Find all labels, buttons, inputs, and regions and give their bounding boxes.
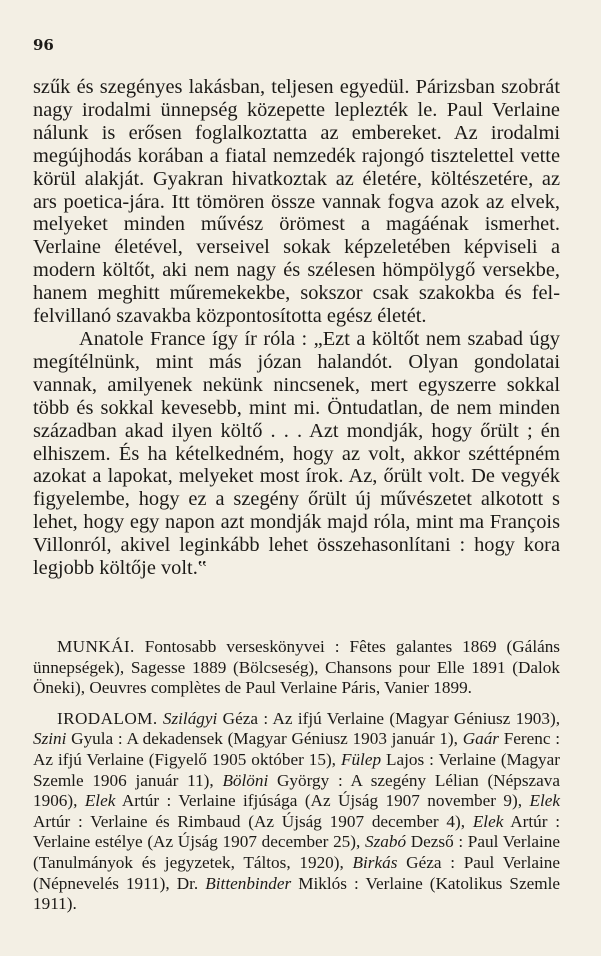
literature-author: Szilágyi — [162, 708, 218, 728]
literature-citation: Ferenc : Az ifjú Verlaine (Figyelő 1905 október 15), — [33, 729, 560, 769]
literature-author: Szabó — [364, 832, 407, 852]
literature-label: IRODALOM. — [57, 708, 158, 728]
literature-citation: Géza : Az ifjú Verlaine (Magyar Géniusz 1903), — [217, 708, 561, 728]
works-note — [33, 637, 560, 699]
literature-author: Elek — [472, 811, 504, 831]
literature-author: Bittenbinder — [205, 873, 292, 893]
paragraph-quote: Anatole France így ír róla : „Ezt a költőt nem szabad úgy megítélnünk, mint más józan halandót. Olyan gondolatai vannak, amilyenek nekünk nincsenek, mert egyszerre sokkal több és sokkal kevesebb, mint mi. Öntudatlan, de nem minden században akad ilyen költő . . . Azt mondják, hogy őrült ; én elhiszem. És ha kételkedném, hogy az volt, akkor széttépném azokat a lapokat, melyeket most írok. Az, őrült volt. De vegyék figyelembe, hogy ez a szegény őrült új művészetet alkotott s lehet, hogy egy napon azt mondják majd róla, mint ma François Villonról, akivel leginkább lehet összehasonlítani : hogy kora legjobb költője volt.‟ — [33, 327, 560, 580]
literature-citation: Lajos : Verlaine (Magyar Szemle 1906 január 11), — [33, 749, 560, 790]
page-number: 96 — [33, 36, 54, 54]
literature-author: Birkás — [352, 852, 398, 872]
literature-note — [33, 709, 560, 915]
paragraph: szűk és szegényes lakásban, teljesen egyedül. Párizsban szobrát nagy irodalmi ünnepség közepette leplezték le. Paul Verlaine nálunk is erősen foglalkoztatta az embereket. Az irodalmi megújhodás korában a fiatal nemzedék rajongó tisztelettel vette körül alakját. Gyakran hivatkoztak az életére, költészetére, az ars poetica-jára. Itt tömören össze vannak fogva azok az elvek, melyeket minden művész örömest a magáénak ismerhet. Verlaine életével, verseivel sokak képzeletében képviseli a modern költőt, aki nem nagy és szélesen hömpölygő versekbe, hanem meghitt műremekekbe, sokszor csak szakokba és fel-felvillanó szavakba központosította egész életét. — [33, 76, 560, 328]
main-text — [33, 76, 560, 580]
literature-author: Elek — [529, 791, 560, 811]
literature-author: Gaár — [462, 729, 499, 749]
literature-author: Bölöni — [222, 770, 269, 790]
works-label: MUNKÁI. — [57, 637, 135, 656]
literature-author: Elek — [84, 791, 116, 811]
literature-citation: Géza : Paul Verlaine (Népnevelés 1911), Dr. — [33, 852, 560, 893]
notes-section — [33, 637, 560, 915]
literature-citation: Miklós : Verlaine (Katolikus Szemle 1911). — [33, 873, 560, 914]
literature-citation: Gyula : A dekadensek (Magyar Géniusz 1903 január 1), — [66, 729, 463, 749]
literature-citation: Artúr : Verlaine ifjúsága (Az Újság 1907 november 9), — [115, 791, 530, 811]
literature-citation: Artúr : Verlaine és Rimbaud (Az Újság 1907 december 4), — [33, 811, 473, 831]
literature-entries — [33, 709, 560, 913]
literature-author: Szini — [33, 729, 67, 749]
works-text: Fontosabb verseskönyvei : Fêtes galantes 1869 (Gáláns ünnepségek), Sagesse 1889 (Bölcseség), Chansons pour Elle 1891 (Dalok Öneki), Oeuvres complètes de Paul Verlaine Páris, Vanier 1899. — [33, 637, 560, 698]
literature-author: Fülep — [340, 749, 382, 769]
literature-citation: György : A szegény Lélian (Népszava 1906), — [33, 770, 560, 811]
literature-citation: Artúr : Verlaine estélye (Az Újság 1907 december 25), — [33, 811, 560, 852]
literature-citation: Dezső : Paul Verlaine (Tanulmányok és jegyzetek, Táltos, 1920), — [33, 832, 560, 872]
